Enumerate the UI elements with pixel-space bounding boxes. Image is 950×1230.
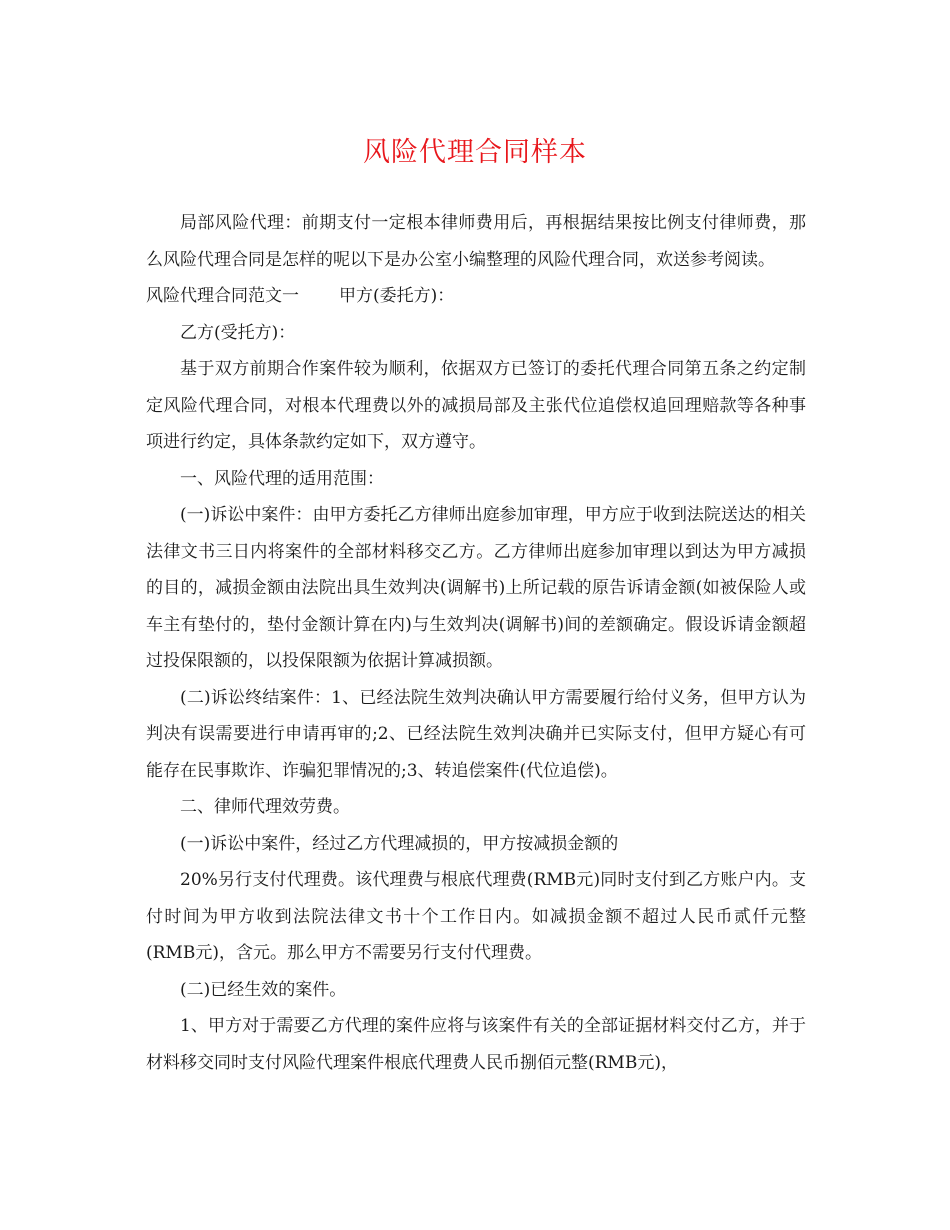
sample-heading-line — [146, 278, 806, 315]
sample-heading: 风险代理合同范文一 — [146, 286, 299, 306]
section-2-item-2-point-1: 1、甲方对于需要乙方代理的案件应将与该案件有关的全部证据材料交付乙方，并于材料移交同时支付风险代理案件根底代理费人民币捌佰元整(RMB元)， — [146, 1016, 806, 1073]
section-2-item-1: (一)诉讼中案件，经过乙方代理减损的，甲方按减损金额的 — [180, 833, 619, 854]
section-1-item-2: (二)诉讼终结案件：1、已经法院生效判决确认甲方需要履行给付义务，但甲方认为判决有误需要进行申请再审的;2、已经法院生效判决确并已实际支付，但甲方疑心有可能存在民事欺诈、诈骗犯罪情况的;3、转追偿案件(代位追偿)。 — [146, 687, 806, 781]
preamble-paragraph: 基于双方前期合作案件较为顺利，依据双方已签订的委托代理合同第五条之约定制定风险代理合同，对根本代理费以外的减损局部及主张代位追偿权追回理赔款等各种事项进行约定，具体条款约定如下，双方遵守。 — [146, 359, 806, 452]
party-b-label: 乙方(受托方)： — [180, 322, 296, 343]
intro-paragraph: 局部风险代理：前期支付一定根本律师费用后，再根据结果按比例支付律师费，那么风险代理合同是怎样的呢以下是办公室小编整理的风险代理合同，欢送参考阅读。 — [146, 213, 806, 270]
document-body — [146, 205, 806, 1081]
section-2-item-1-continued: 20%另行支付代理费。该代理费与根底代理费(RMB元)同时支付到乙方账户内。支付时间为甲方收到法院法律文书十个工作日内。如减损金额不超过人民币贰仟元整(RMB元)，含元。那么甲方不需要另行支付代理费。 — [146, 870, 806, 963]
section-2-item-2: (二)已经生效的案件。 — [180, 979, 347, 1000]
section-1-heading: 一、风险代理的适用范围： — [180, 468, 384, 489]
section-1-item-1: (一)诉讼中案件：由甲方委托乙方律师出庭参加审理，甲方应于收到法院送达的相关法律文书三日内将案件的全部材料移交乙方。乙方律师出庭参加审理以到达为甲方减损的目的，减损金额由法院出具生效判决(调解书)上所记载的原告诉请金额(如被保险人或车主有垫付的，垫付金额计算在内)与生效判决(调解书)间的差额确定。假设诉请金额超过投保限额的，以投保限额为依据计算减损额。 — [146, 505, 806, 671]
party-a-label: 甲方(委托方)： — [339, 286, 455, 306]
document-title: 风险代理合同样本 — [363, 137, 587, 168]
section-2-heading: 二、律师代理效劳费。 — [180, 797, 350, 817]
